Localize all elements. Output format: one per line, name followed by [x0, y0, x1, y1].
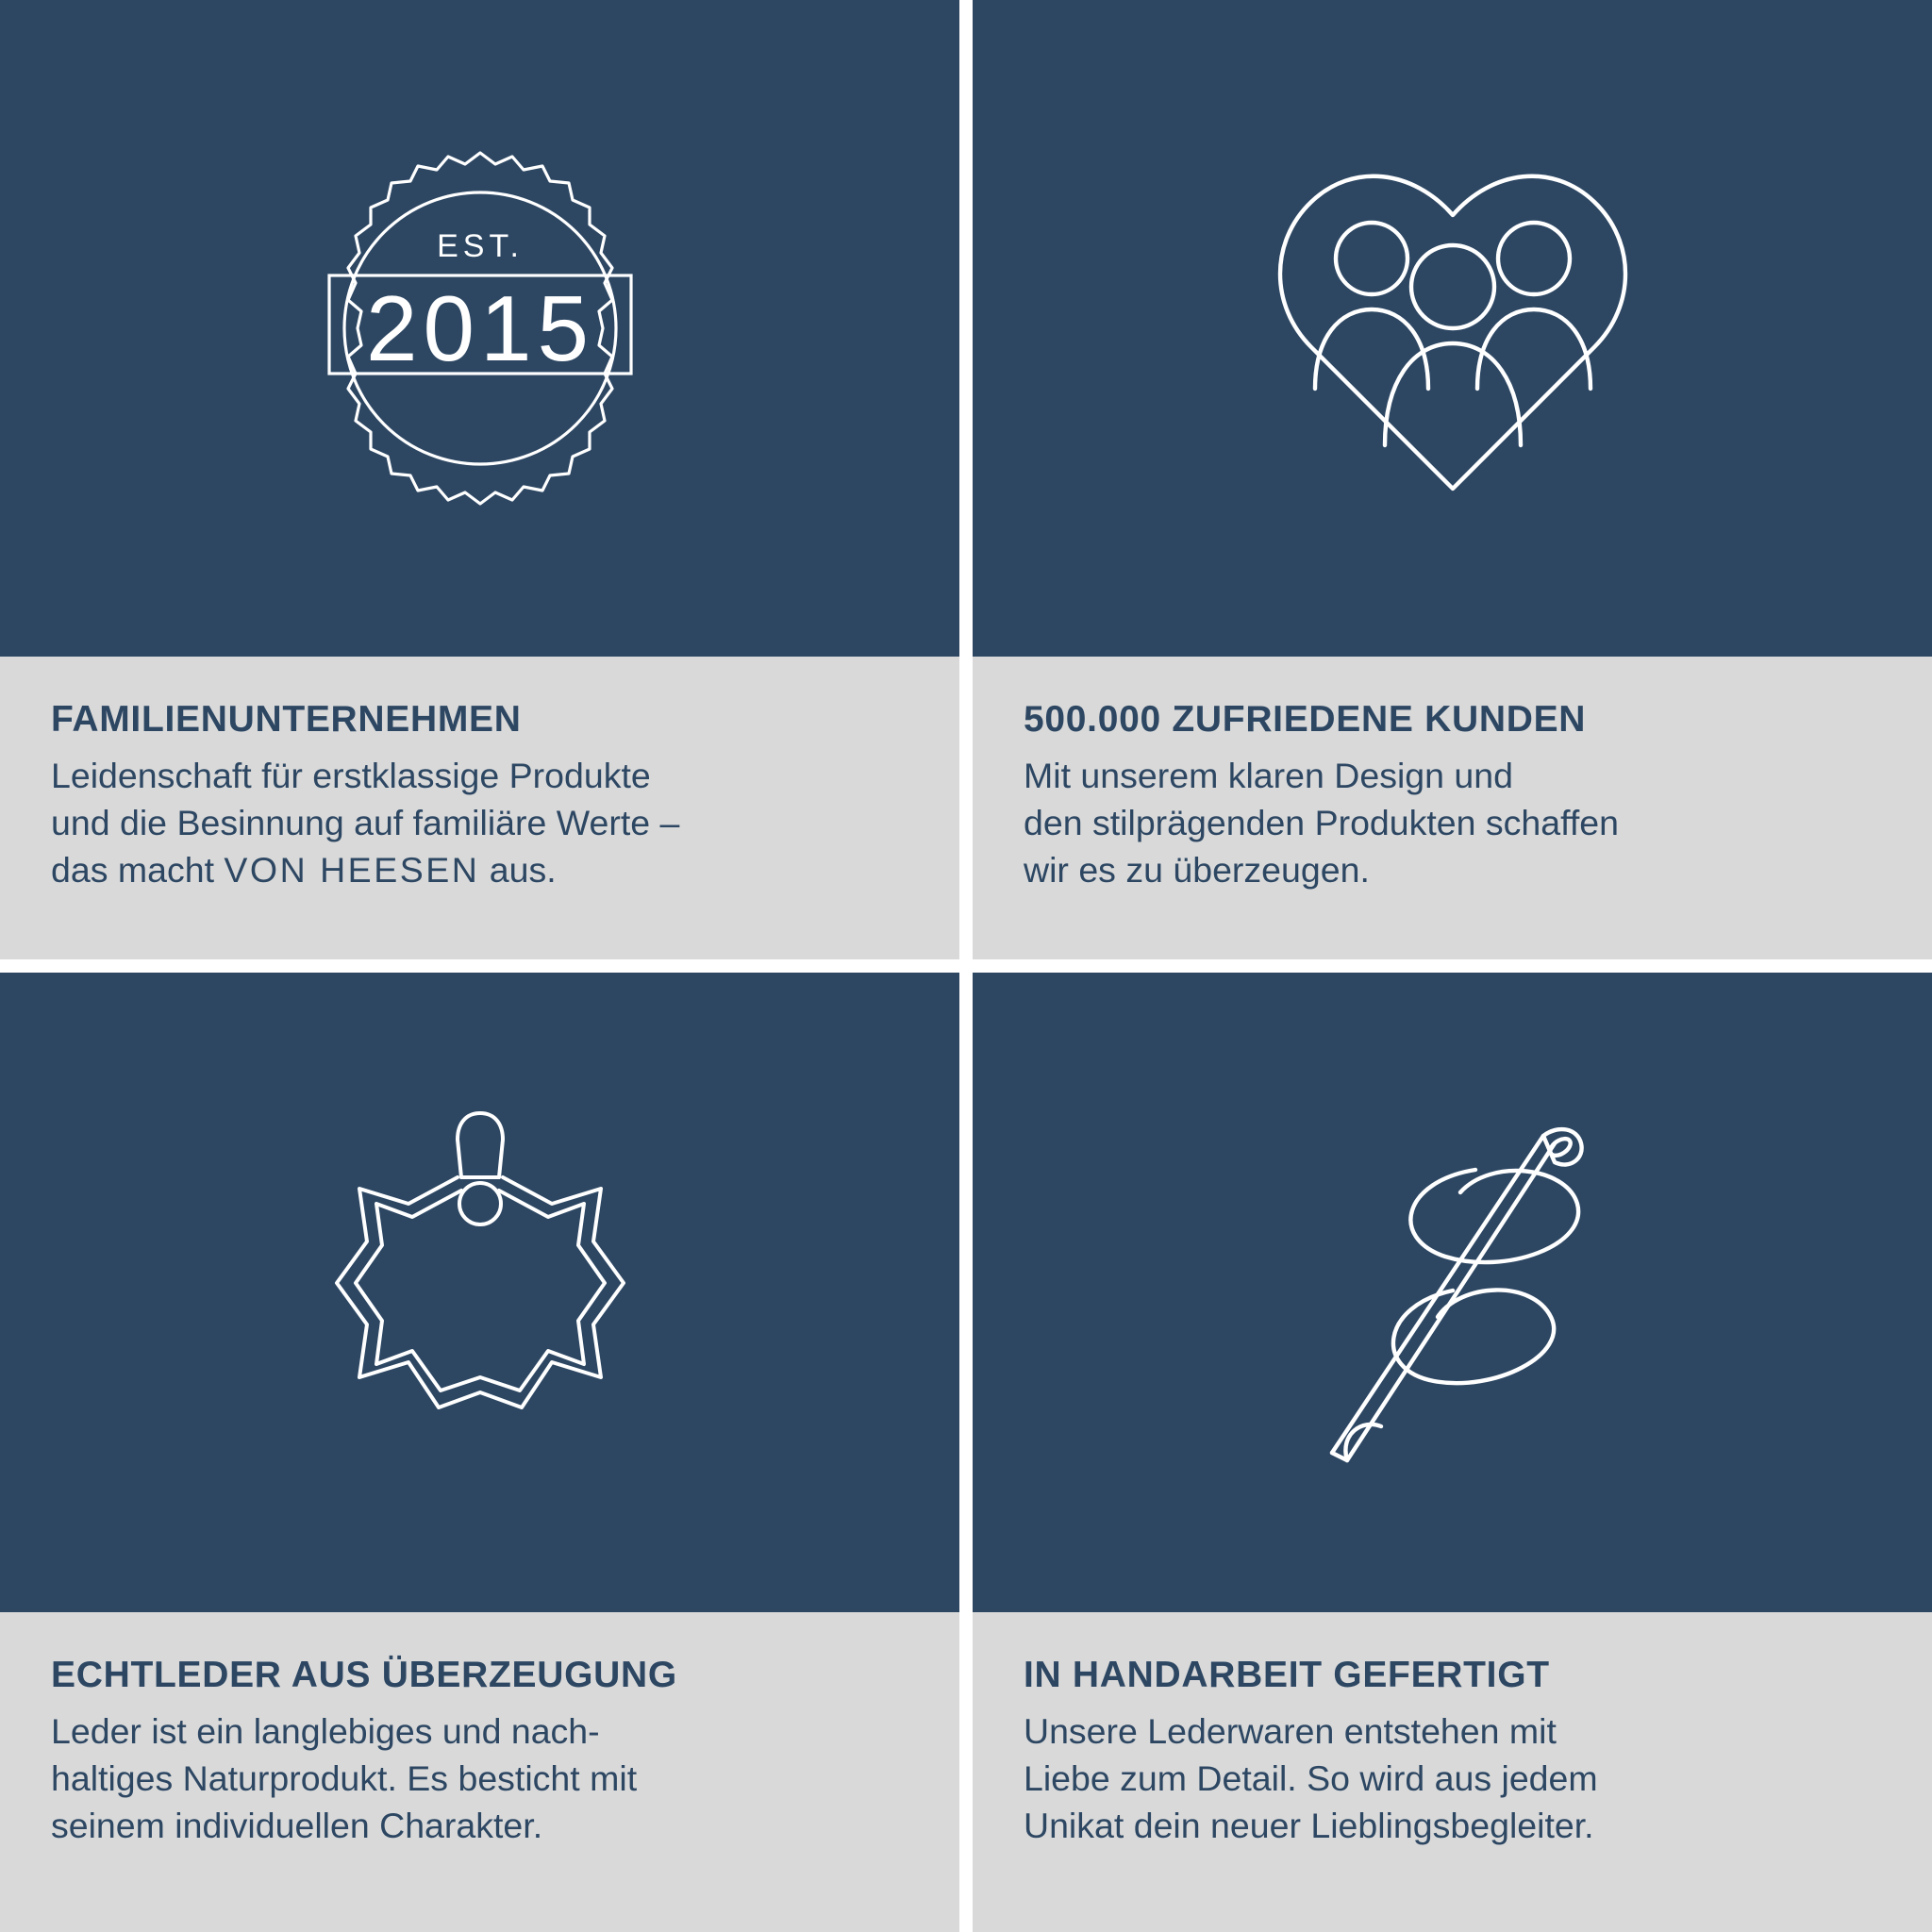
body-handcrafted: [1024, 1707, 1881, 1850]
body-line-3: seinem individuellen Charakter.: [51, 1806, 543, 1846]
text-panel-real-leather: [0, 1612, 959, 1932]
body-real-leather: [51, 1707, 908, 1850]
body-line-3-prefix: das macht: [51, 850, 225, 891]
icon-panel-heart-people: [973, 0, 1932, 657]
body-line-2: Liebe zum Detail. So wird aus jedem: [1024, 1758, 1598, 1799]
body-line-1: Unsere Lederwaren entstehen mit: [1024, 1710, 1557, 1751]
icon-panel-leather-hide: [0, 973, 959, 1612]
feature-cell-family-business: [0, 0, 959, 959]
text-panel-family-business: [0, 657, 959, 959]
text-panel-happy-customers: [973, 657, 1932, 959]
headline-handcrafted: IN HANDARBEIT GEFERTIGT: [1024, 1655, 1550, 1695]
body-line-2: haltiges Naturprodukt. Es besticht mit: [51, 1758, 638, 1799]
brand-name: VON HEESEN: [224, 850, 480, 891]
feature-cell-happy-customers: [973, 0, 1932, 959]
leather-hide-tag-icon: [291, 1094, 669, 1491]
body-family-business: [51, 752, 908, 894]
badge-est-label: EST.: [436, 228, 524, 264]
body-line-2: den stilprägenden Produkten schaffen: [1024, 803, 1620, 843]
body-line-2: und die Besinnung auf familiäre Werte –: [51, 803, 680, 843]
body-line-1: Mit unserem klaren Design und: [1024, 755, 1513, 795]
headline-family-business: FAMILIENUNTERNEHMEN: [51, 699, 522, 740]
feature-cell-handcrafted: [973, 973, 1932, 1932]
heart-with-people-icon: [1255, 140, 1651, 517]
feature-cell-real-leather: [0, 973, 959, 1932]
body-line-3: wir es zu überzeugen.: [1024, 850, 1370, 891]
icon-panel-needle-thread: [973, 973, 1932, 1612]
body-line-3: Unikat dein neuer Lieblingsbegleiter.: [1024, 1806, 1594, 1846]
est-badge-2015-icon: [291, 140, 669, 517]
needle-and-thread-icon: [1264, 1094, 1641, 1491]
body-line-1: Leder ist ein langlebiges und nach-: [51, 1710, 600, 1751]
body-line-3-suffix: aus.: [479, 850, 557, 891]
headline-happy-customers: 500.000 ZUFRIEDENE KUNDEN: [1024, 699, 1587, 740]
text-panel-handcrafted: [973, 1612, 1932, 1932]
badge-year-label: 2015: [365, 276, 594, 380]
body-line-1: Leidenschaft für erstklassige Produkte: [51, 755, 651, 795]
icon-panel-est-badge: [0, 0, 959, 657]
headline-real-leather: ECHTLEDER AUS ÜBERZEUGUNG: [51, 1655, 677, 1695]
body-happy-customers: [1024, 752, 1881, 894]
